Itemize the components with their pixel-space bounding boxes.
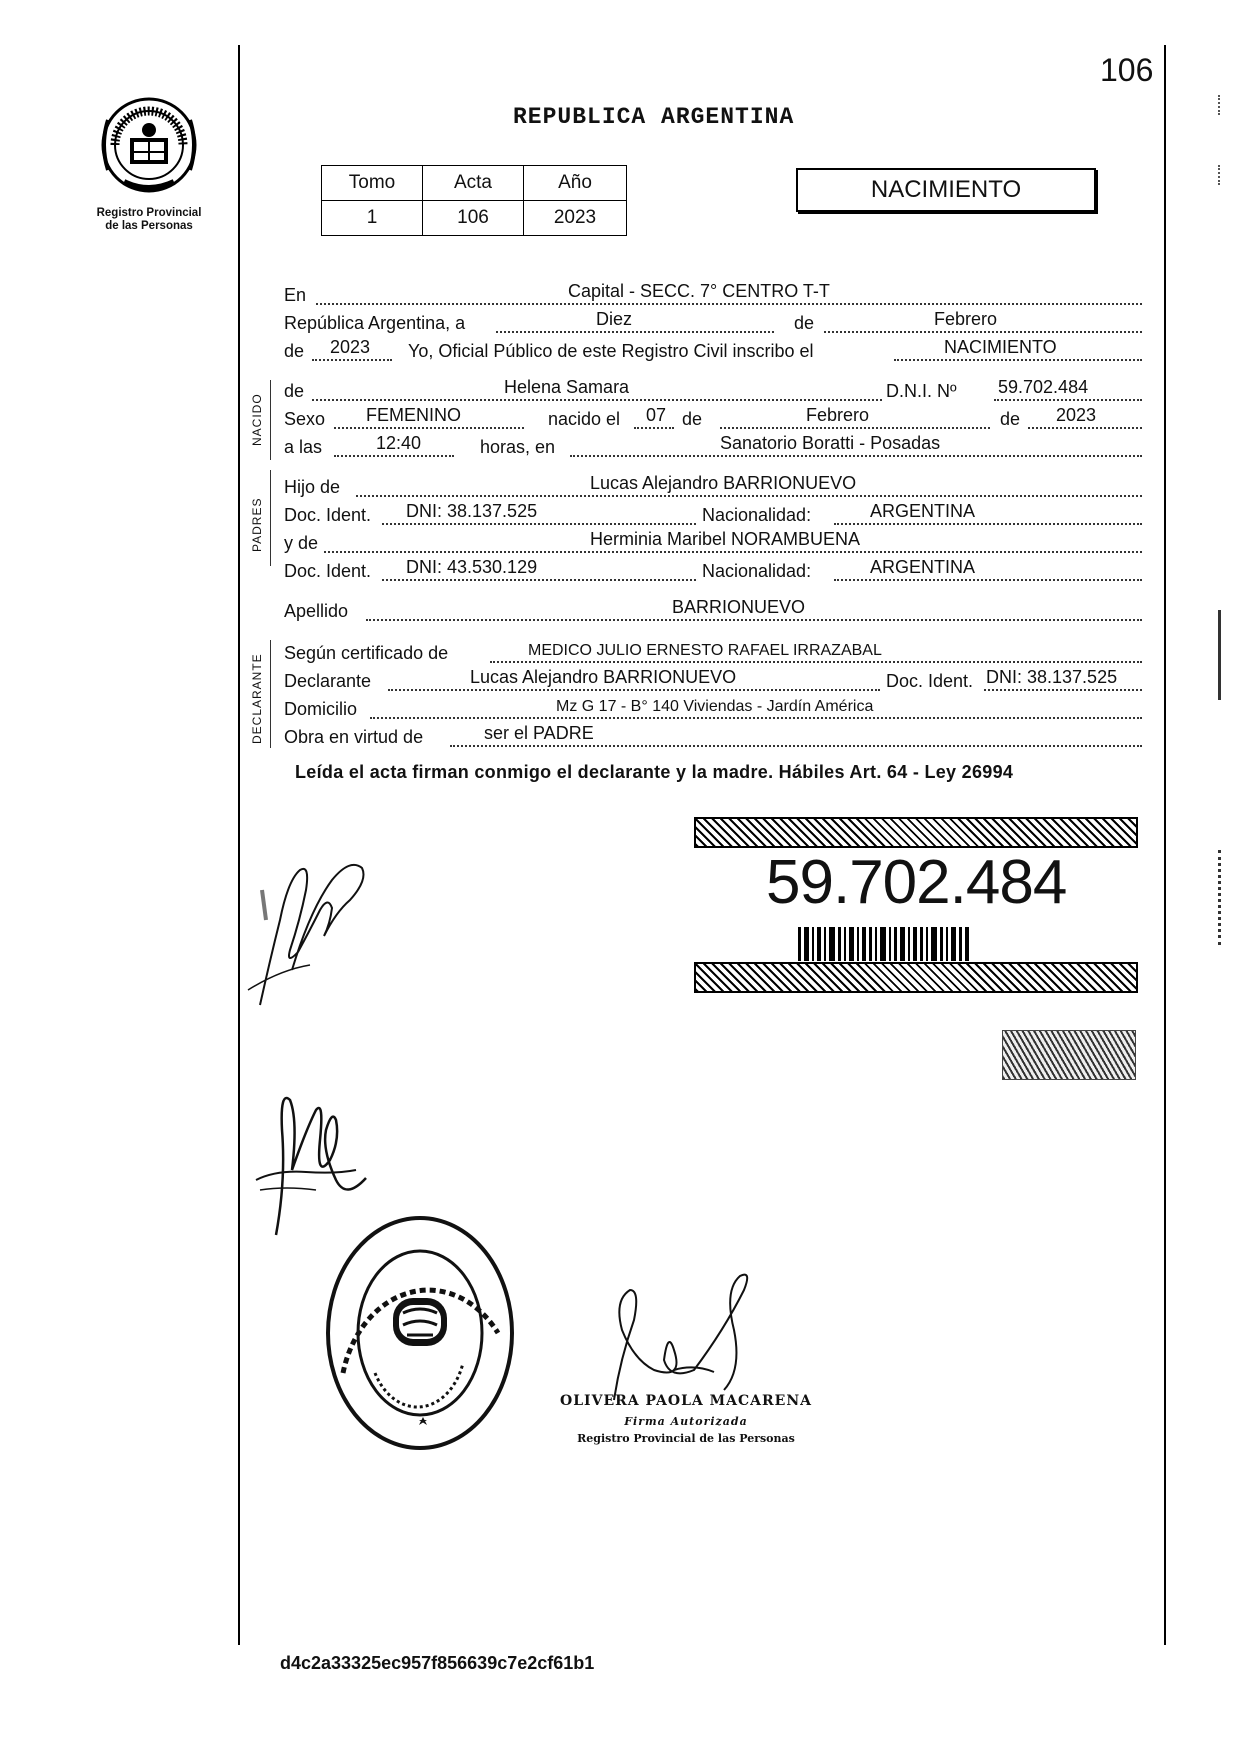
value-name: Helena Samara [504,377,630,397]
row-place [284,282,1142,308]
label-de3: de [1000,409,1021,429]
edge-scan-marks [1218,95,1224,115]
barcode-number: 59.702.484 [766,848,1067,917]
officer-name: OLIVERA PAOLA MACARENA [560,1393,812,1409]
row-capacity [284,724,1142,750]
label-de2: de [682,409,703,429]
dotted-leader [366,619,1142,621]
label-nacionalidad: Nacionalidad: [702,505,812,525]
section-divider-nacido [270,380,271,460]
value-address: Mz G 17 - B° 140 Viviendas - Jardín América [556,698,874,715]
dotted-leader [490,661,1142,663]
label-y-de: y de [284,533,319,553]
value-act: NACIMIENTO [944,337,1057,357]
record-value-acta: 106 [423,201,524,236]
act-type-box: NACIMIENTO [796,168,1096,212]
value-birth-year: 2023 [1056,405,1097,425]
dotted-leader [370,717,1142,719]
row-date [284,310,1142,336]
value-birth-day: 07 [646,405,667,425]
record-table [321,165,627,236]
record-value-anio: 2023 [524,201,627,236]
barcode-block [694,817,1134,989]
row-address [284,696,1142,722]
label-nacido-el: nacido el [548,409,621,429]
logo-caption-line1: Registro Provincial [96,207,202,219]
value-capacity: ser el PADRE [484,723,594,743]
value-dni: 59.702.484 [998,377,1089,397]
row-year-act [284,338,1142,364]
dotted-leader [824,331,1142,333]
side-label-nacido: NACIDO [250,393,264,446]
label-de: de [794,313,815,333]
security-pattern-top [694,817,1138,848]
dotted-leader [834,523,1142,525]
record-value-tomo: 1 [322,201,423,236]
value-mother-nationality: ARGENTINA [870,557,976,577]
edge-scan-marks [1218,610,1225,700]
value-sexo: FEMENINO [366,405,462,425]
hologram-sticker [1002,1030,1136,1080]
security-pattern-bottom [694,962,1138,993]
value-declarant-doc: DNI: 38.137.525 [986,667,1118,687]
document-title: REPUBLICA ARGENTINA [513,104,795,130]
dotted-leader [312,359,392,361]
label-nacionalidad2: Nacionalidad: [702,561,812,581]
dotted-leader [1028,427,1142,429]
dotted-leader [834,579,1142,581]
row-mother-doc [284,558,1142,584]
edge-scan-marks [1218,850,1225,945]
value-mother-doc: DNI: 43.530.129 [406,557,538,577]
officer-office: Registro Provincial de las Personas [577,1432,795,1445]
section-divider-declarante [270,640,271,748]
label-de-year: de [284,341,305,361]
dotted-leader [316,303,1142,305]
label-a-las: a las [284,437,323,457]
value-month: Febrero [934,309,998,329]
record-header-tomo: Tomo [322,166,423,201]
dotted-leader [356,495,1142,497]
label-inscribo: Yo, Oficial Público de este Registro Civil inscribo el [408,341,814,361]
side-label-declarante: DECLARANTE [250,653,264,744]
record-header-anio: Año [524,166,627,201]
official-seal-icon [323,1213,518,1453]
value-father-doc: DNI: 38.137.525 [406,501,538,521]
signature-officer-icon [574,1260,764,1410]
barcode-bars-icon [798,927,1038,961]
dotted-leader [334,455,454,457]
label-domicilio: Domicilio [284,699,358,719]
dotted-leader [634,427,674,429]
record-table-value-row [322,201,627,236]
misiones-coat-of-arms-icon [94,90,204,200]
row-surname [284,598,1142,624]
dotted-leader [496,331,774,333]
value-birth-month: Febrero [806,405,870,425]
value-year: 2023 [330,337,371,357]
dotted-leader [894,359,1142,361]
row-sex [284,406,1142,432]
value-father: Lucas Alejandro BARRIONUEVO [590,473,857,493]
label-apellido: Apellido [284,601,349,621]
dotted-leader [570,455,1142,457]
row-name [284,378,1142,404]
dotted-leader [720,427,990,429]
dotted-leader [334,427,524,429]
row-mother [284,530,1142,556]
value-mother: Herminia Maribel NORAMBUENA [590,529,861,549]
right-margin-line [1164,45,1166,1645]
label-de-name: de [284,381,305,401]
row-father-doc [284,502,1142,528]
record-header-acta: Acta [423,166,524,201]
label-segun: Según certificado de [284,643,449,663]
label-republica: República Argentina, a [284,313,466,333]
row-certificate [284,640,1142,666]
value-birth-place: Sanatorio Boratti - Posadas [720,433,941,453]
value-father-nationality: ARGENTINA [870,501,976,521]
dotted-leader [312,399,882,401]
logo-caption-line2: de las Personas [105,220,193,232]
value-place: Capital - SECC. 7° CENTRO T-T [568,281,830,301]
dotted-leader [382,579,696,581]
dotted-leader [994,399,1142,401]
section-divider-padres [270,470,271,566]
dotted-leader [382,523,696,525]
label-hijo-de: Hijo de [284,477,341,497]
value-surname: BARRIONUEVO [672,597,806,617]
value-time: 12:40 [376,433,422,453]
label-sexo: Sexo [284,409,326,429]
dotted-leader [984,689,1142,691]
officer-role: Firma Autorizada [624,1415,748,1428]
label-en: En [284,285,307,305]
document-hash: d4c2a33325ec957f856639c7e2cf61b1 [280,1653,595,1673]
page-number: 106 [1100,52,1154,88]
label-doc-ident2: Doc. Ident. [284,561,372,581]
row-father [284,474,1142,500]
label-dni: D.N.I. Nº [886,381,957,401]
label-declarante: Declarante [284,671,372,691]
label-doc-ident: Doc. Ident. [284,505,372,525]
value-certificate: MEDICO JULIO ERNESTO RAFAEL IRRAZABAL [528,642,882,659]
row-declarant [284,668,1142,694]
label-doc-ident3: Doc. Ident. [886,671,974,691]
label-obra: Obra en virtud de [284,727,424,747]
value-day: Diez [596,309,633,329]
row-time-place [284,434,1142,460]
reading-note: Leída el acta firman conmigo el declarante y la madre. Hábiles Art. 64 - Ley 26994 [295,762,1014,782]
registry-logo [84,90,214,233]
dotted-leader [324,551,1142,553]
dotted-leader [450,745,1142,747]
label-horas-en: horas, en [480,437,556,457]
side-label-padres: PADRES [250,497,264,552]
edge-scan-marks [1218,165,1224,185]
record-table-header-row [322,166,627,201]
signature-declarant-icon [240,840,380,1010]
officer-stamp [556,1393,816,1445]
dotted-leader [388,689,880,691]
value-declarant: Lucas Alejandro BARRIONUEVO [470,667,737,687]
